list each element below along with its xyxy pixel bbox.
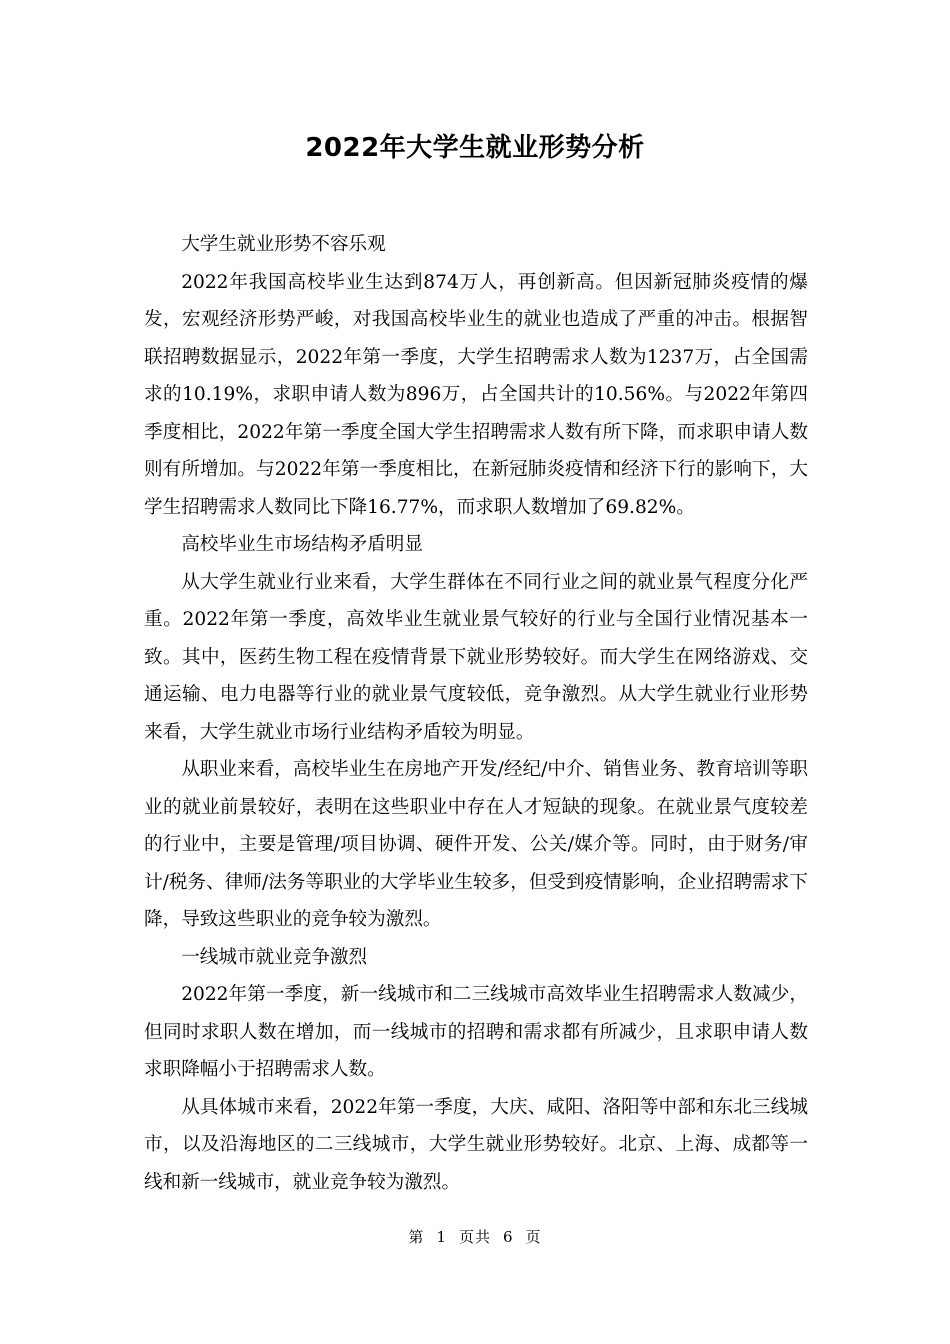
body-paragraph: 2022年我国高校毕业生达到874万人，再创新高。但因新冠肺炎疫情的爆发，宏观经济形势严峻，对我国高校毕业生的就业也造成了严重的冲击。根据智联招聘数据显示，2022年第一季度，大学生招聘需求人数为1237万，占全国需求的10.19%，求职申请人数为896万，占全国共计的10.56%。与2022年第四季度相比，2022年第一季度全国大学生招聘需求人数有所下降，而求职申请人数则有所增加。与2022年第一季度相比，在新冠肺炎疫情和经济下行的影响下，大学生招聘需求人数同比下降16.77%，而求职人数增加了69.82%。 [144,271,808,518]
section-heading: 大学生就业形势不容乐观 [181,234,386,255]
body-paragraph: 从具体城市来看，2022年第一季度，大庆、咸阳、洛阳等中部和东北三线城市，以及沿海地区的二三线城市，大学生就业形势较好。北京、上海、成都等一线和新一线城市，就业竞争较为激烈。 [144,1096,808,1193]
body-paragraph: 2022年第一季度，新一线城市和二三线城市高效毕业生招聘需求人数减少，但同时求职人数在增加，而一线城市的招聘和需求都有所减少，且求职申请人数求职降幅小于招聘需求人数。 [144,984,808,1080]
page-title: 2022年大学生就业形势分析 [305,133,645,163]
section-heading: 高校毕业生市场结构矛盾明显 [181,534,423,555]
page-label-prefix: 第 [408,1228,425,1246]
current-page-number: 1 [436,1228,447,1246]
section-heading: 一线城市就业竞争激烈 [181,946,368,968]
body-paragraph: 从大学生就业行业来看，大学生群体在不同行业之间的就业景气程度分化严重。2022年第一季度，高效毕业生就业景气较好的行业与全国行业情况基本一致。其中，医药生物工程在疫情背景下就业形势较好。而大学生在网络游戏、交通运输、电力电器等行业的就业景气度较低，竞争激烈。从大学生就业行业形势来看，大学生就业市场行业结构矛盾较为明显。 [144,571,808,743]
page-footer [0,1226,950,1248]
total-pages-number: 6 [503,1228,514,1246]
body-paragraph: 从职业来看，高校毕业生在房地产开发/经纪/中介、销售业务、教育培训等职业的就业前景较好，表明在这些职业中存在人才短缺的现象。在就业景气度较差的行业中，主要是管理/项目协调、硬件开发、公关/媒介等。同时，由于财务/审计/税务、律师/法务等职业的大学毕业生较多，但受到疫情影响，企业招聘需求下降，导致这些职业的竞争较为激烈。 [144,759,808,930]
page-label-middle: 页共 [458,1228,491,1246]
document-body [144,226,808,1201]
page-label-suffix: 页 [525,1228,542,1246]
